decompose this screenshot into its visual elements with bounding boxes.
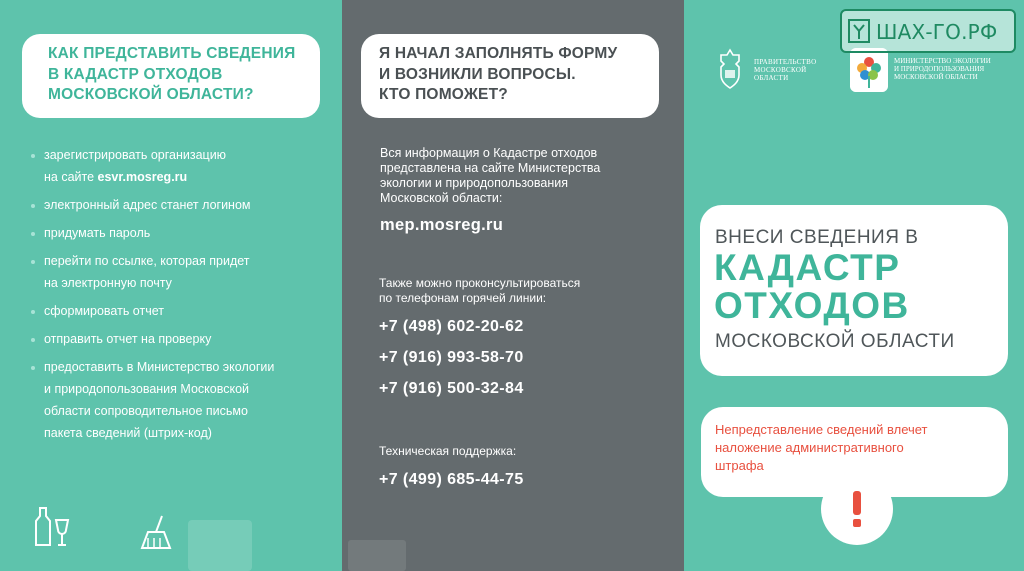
question-bubble-help <box>361 34 659 118</box>
question-line: И ВОЗНИКЛИ ВОПРОСЫ. <box>379 65 576 83</box>
headline-big-2: ОТХОДОВ <box>714 285 910 326</box>
support-label: Техническая поддержка: <box>379 444 517 458</box>
list-item: предоставить в Министерство экологии и природопользования Московской области сопроводительное письмо пакета сведений (штрих-код) <box>30 356 330 444</box>
registration-site-link[interactable]: esvr.mosreg.ru <box>97 170 188 184</box>
list-item: отправить отчет на проверку <box>30 328 330 350</box>
list-item: сформировать отчет <box>30 300 330 322</box>
ministry-flower-icon <box>850 48 888 92</box>
list-item: электронный адрес станет логином <box>30 194 330 216</box>
hotline-phone-1[interactable]: +7 (498) 602-20-62 <box>379 318 524 335</box>
list-item: зарегистрировать организацию на сайте esvr.mosreg.ru <box>30 144 330 188</box>
question-line: КТО ПОМОЖЕТ? <box>379 86 508 103</box>
hotline-phone-2[interactable]: +7 (916) 993-58-70 <box>379 349 524 366</box>
hotline-phone-3[interactable]: +7 (916) 500-32-84 <box>379 380 524 397</box>
coat-of-arms-icon <box>714 48 746 90</box>
exclamation-icon <box>821 473 893 545</box>
faded-decor <box>188 520 252 571</box>
right-panel <box>684 0 1024 571</box>
headline-bottom: МОСКОВСКОЙ ОБЛАСТИ <box>715 331 955 352</box>
left-panel <box>0 0 342 571</box>
warning-text: Непредставление сведений влечет наложение административного штрафа <box>715 422 928 473</box>
consult-text: Также можно проконсультироваться по телефонам горячей линии: <box>379 276 581 305</box>
support-phone[interactable]: +7 (499) 685-44-75 <box>379 471 524 488</box>
middle-panel <box>342 0 684 571</box>
government-logo: ПРАВИТЕЛЬСТВО МОСКОВСКОЙ ОБЛАСТИ <box>714 48 834 90</box>
question-line: Я НАЧАЛ ЗАПОЛНЯТЬ ФОРМУ <box>379 45 618 62</box>
faded-decor <box>348 540 406 571</box>
ministry-logo: МИНИСТЕРСТВО ЭКОЛОГИИ И ПРИРОДОПОЛЬЗОВАНИЯ МОСКОВСКОЙ ОБЛАСТИ <box>850 48 1010 92</box>
list-item: придумать пароль <box>30 222 330 244</box>
bottles-icon <box>32 506 72 548</box>
broom-icon <box>140 514 174 552</box>
question-line: МОСКОВСКОЙ ОБЛАСТИ? <box>48 86 254 103</box>
list-item: перейти по ссылке, которая придет на электронную почту <box>30 250 330 294</box>
steps-list <box>30 144 330 450</box>
headline-top: ВНЕСИ СВЕДЕНИЯ В <box>715 227 919 248</box>
question-line: КАК ПРЕДСТАВИТЬ СВЕДЕНИЯ <box>48 45 296 62</box>
headline-card <box>700 205 1008 376</box>
headline-big-1: КАДАСТР <box>714 247 901 288</box>
question-bubble-how <box>22 34 320 118</box>
info-text: Вся информация о Кадастре отходов представлена на сайте Министерства экологии и природопользования Московской области: <box>380 146 601 205</box>
question-line: В КАДАСТР ОТХОДОВ <box>48 65 223 83</box>
site-watermark: ШАХ-ГО.РФ <box>840 9 1016 53</box>
chess-board-icon <box>848 19 870 43</box>
ministry-site-link[interactable]: mep.mosreg.ru <box>380 216 504 234</box>
